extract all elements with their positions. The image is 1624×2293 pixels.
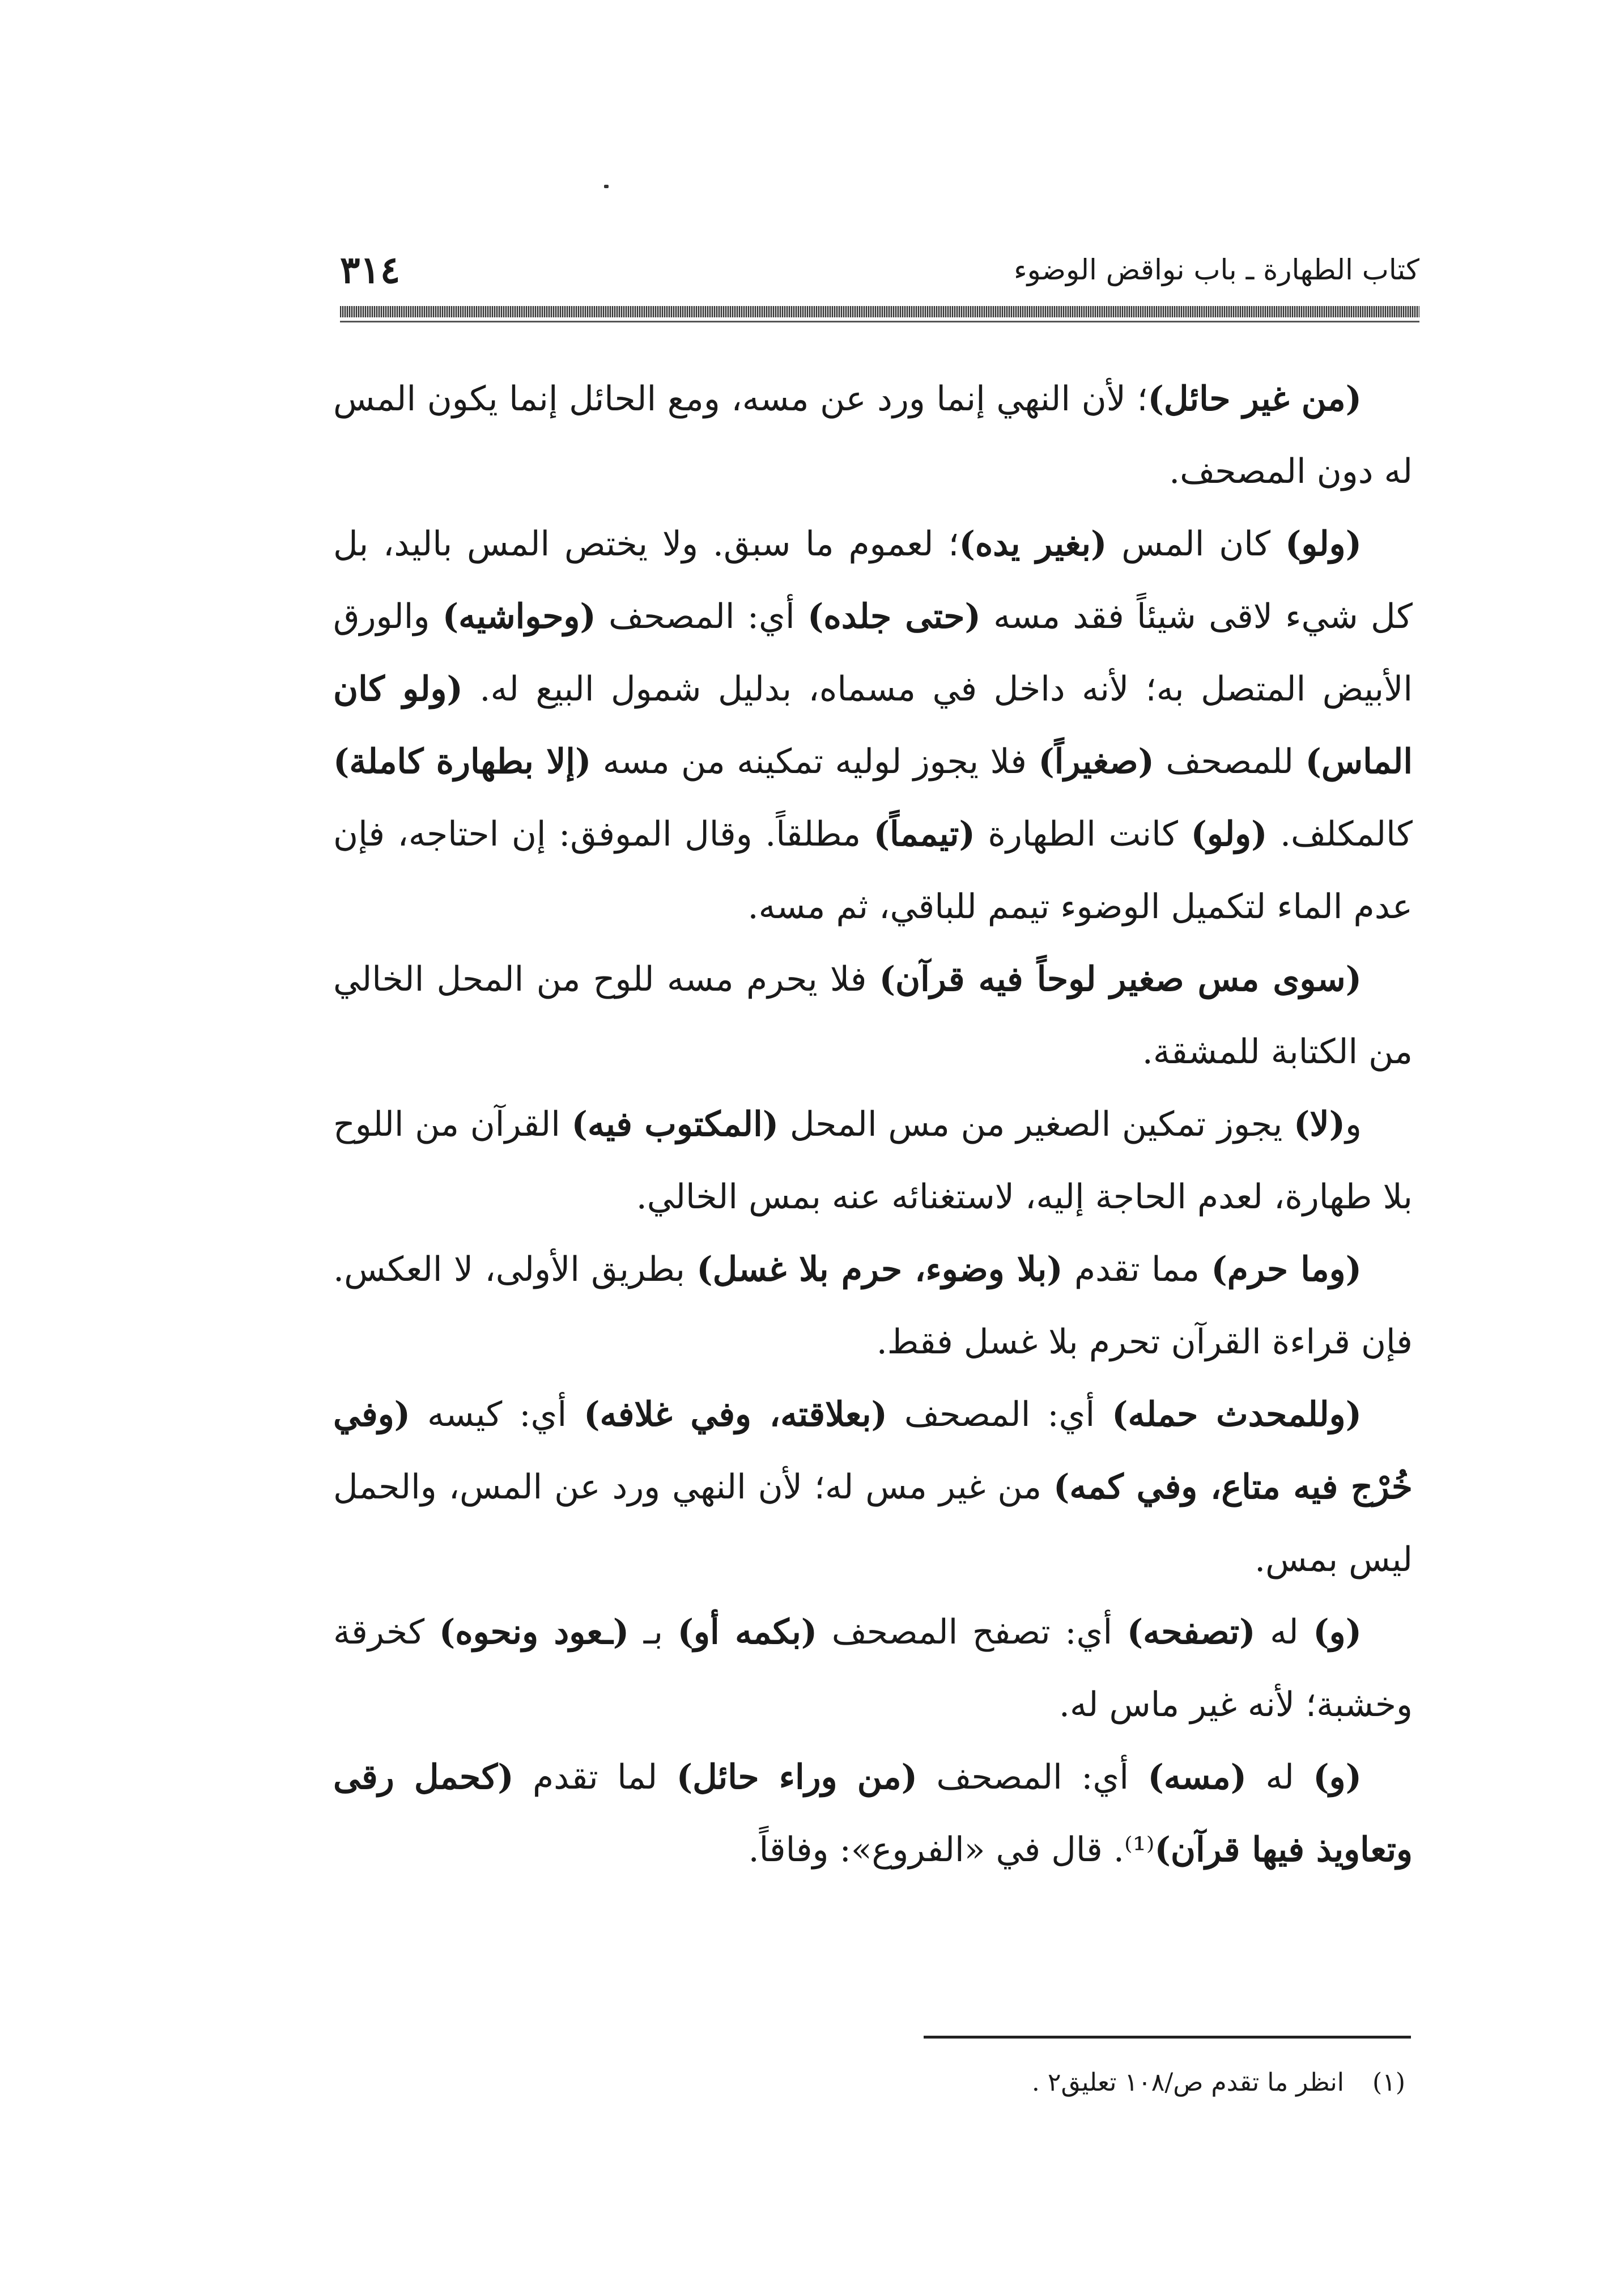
commentary-text: أي: كيسه [410, 1395, 584, 1434]
bold-matn-phrase: (بكمه أو) [677, 1612, 818, 1652]
bold-matn-phrase: (لا) [1294, 1105, 1346, 1144]
commentary-text: بـ [629, 1612, 678, 1652]
bold-matn-phrase: (وحواشيه) [442, 597, 596, 636]
commentary-text: للمصحف [1154, 742, 1306, 782]
bold-matn-phrase: (تيمماً) [873, 814, 975, 854]
bold-matn-phrase: (من غير حائل) [1147, 379, 1362, 419]
paragraph [333, 1596, 1413, 1741]
bold-matn-phrase: (ولو) [1285, 524, 1362, 564]
bold-matn-phrase: (بلا وضوء، حرم بلا غسل) [696, 1250, 1063, 1289]
commentary-text: والورق الأبيض المتصل به؛ لأنه داخل في مسماه، بدليل شمول البيع له. [333, 597, 1413, 709]
paragraph [333, 943, 1413, 1088]
bold-matn-phrase: (تصفحه) [1126, 1612, 1256, 1652]
bold-matn-phrase: (مسه) [1147, 1757, 1247, 1797]
commentary-text: فلا يجوز لوليه تمكينه من مسه [591, 742, 1039, 782]
commentary-text: القرآن من اللوح بلا طهارة، لعدم الحاجة إليه، لاستغنائه عنه بمس الخالي. [333, 1105, 1413, 1217]
bold-matn-phrase: (وما حرم) [1211, 1250, 1362, 1289]
bold-matn-phrase: (كحمل رقى وتعاويذ فيها قرآن) [333, 1757, 1413, 1870]
footnote-divider [924, 2036, 1411, 2039]
bold-matn-phrase: (إلا بطهارة كاملة) [333, 742, 592, 782]
paragraph [333, 1088, 1413, 1233]
commentary-text: و [1345, 1105, 1362, 1144]
commentary-text: كانت الطهارة [975, 814, 1191, 854]
body-text [333, 363, 1413, 1886]
bold-matn-phrase: (و) [1313, 1612, 1362, 1652]
commentary-text: أي: المصحف [887, 1395, 1112, 1434]
header-divider [340, 306, 1419, 317]
footnote-text: انظر ما تقدم ص/١٠٨ تعليق٢ . [1031, 2068, 1345, 2097]
commentary-text: ⁽¹⁾. قال في «الفروع»: وفاقاً. [748, 1830, 1155, 1870]
commentary-text: بطريق الأولى، لا العكس. فإن قراءة القرآن تحرم بلا غسل فقط. [333, 1250, 1413, 1362]
commentary-text: أي: تصفح المصحف [817, 1612, 1127, 1652]
paragraph [333, 1233, 1413, 1378]
commentary-text: لما تقدم [513, 1757, 677, 1797]
commentary-text: كالمكلف. [1267, 814, 1413, 854]
bold-matn-phrase: (من وراء حائل) [676, 1757, 917, 1797]
bold-matn-phrase: (صغيراً) [1038, 742, 1154, 782]
commentary-text: له [1247, 1757, 1313, 1797]
bold-matn-phrase: (حتى جلده) [807, 597, 981, 636]
bold-matn-phrase: (بغير يده) [959, 524, 1107, 564]
footnote-number: (١) [1372, 2068, 1405, 2097]
page-number: ٣١٤ [340, 248, 401, 292]
running-title: كتاب الطهارة ـ باب نواقض الوضوء [1014, 253, 1419, 286]
commentary-text: يجوز تمكين الصغير من مس المحل [779, 1105, 1294, 1144]
commentary-text: له [1255, 1612, 1313, 1652]
commentary-text: مما تقدم [1062, 1250, 1211, 1289]
commentary-text: أي: المصحف [917, 1757, 1148, 1797]
paragraph [333, 363, 1413, 508]
commentary-text: أي: المصحف [596, 597, 807, 636]
footnote [793, 2063, 1405, 2103]
bold-matn-phrase: (ولو) [1191, 814, 1268, 854]
bold-matn-phrase: (ـعود ونحوه) [439, 1612, 630, 1652]
ink-dot [604, 185, 609, 188]
commentary-text: كان المس [1107, 524, 1285, 564]
commentary-text: مطلقاً. وقال الموفق: إن احتاجه، فإن عدم الماء لتكميل الوضوء تيمم للباقي، ثم مسه. [333, 814, 1413, 927]
bold-matn-phrase: (و) [1313, 1757, 1362, 1797]
paragraph [333, 508, 1413, 943]
paragraph [333, 1741, 1413, 1886]
commentary-text: فلا يحرم مسه للوح من المحل الخالي من الكتابة للمشقة. [333, 959, 1413, 1072]
bold-matn-phrase: (وفي خُرْج فيه متاع، وفي كمه) [333, 1395, 1413, 1507]
commentary-text: من غير مس له؛ لأن النهي ورد عن المس، والحمل ليس بمس. [333, 1467, 1413, 1579]
paragraph [333, 1378, 1413, 1596]
bold-matn-phrase: (سوى مس صغير لوحاً فيه قرآن) [879, 959, 1362, 999]
commentary-text: ؛ لأن النهي إنما ورد عن مسه، ومع الحائل إنما يكون المس له دون المصحف. [333, 379, 1413, 491]
commentary-text: كخرقة وخشبة؛ لأنه غير ماس له. [333, 1612, 1413, 1725]
bold-matn-phrase: (وللمحدث حمله) [1112, 1395, 1362, 1434]
running-header [340, 249, 1419, 295]
commentary-text: ؛ لعموم ما سبق. ولا يختص المس باليد، بل كل شيء لاقى شيئاً فقد مسه [333, 524, 1413, 636]
bold-matn-phrase: (المكتوب فيه) [571, 1105, 779, 1144]
bold-matn-phrase: (ولو كان الماس) [333, 669, 1413, 782]
bold-matn-phrase: (بعلاقته، وفي غلافه) [584, 1395, 887, 1434]
